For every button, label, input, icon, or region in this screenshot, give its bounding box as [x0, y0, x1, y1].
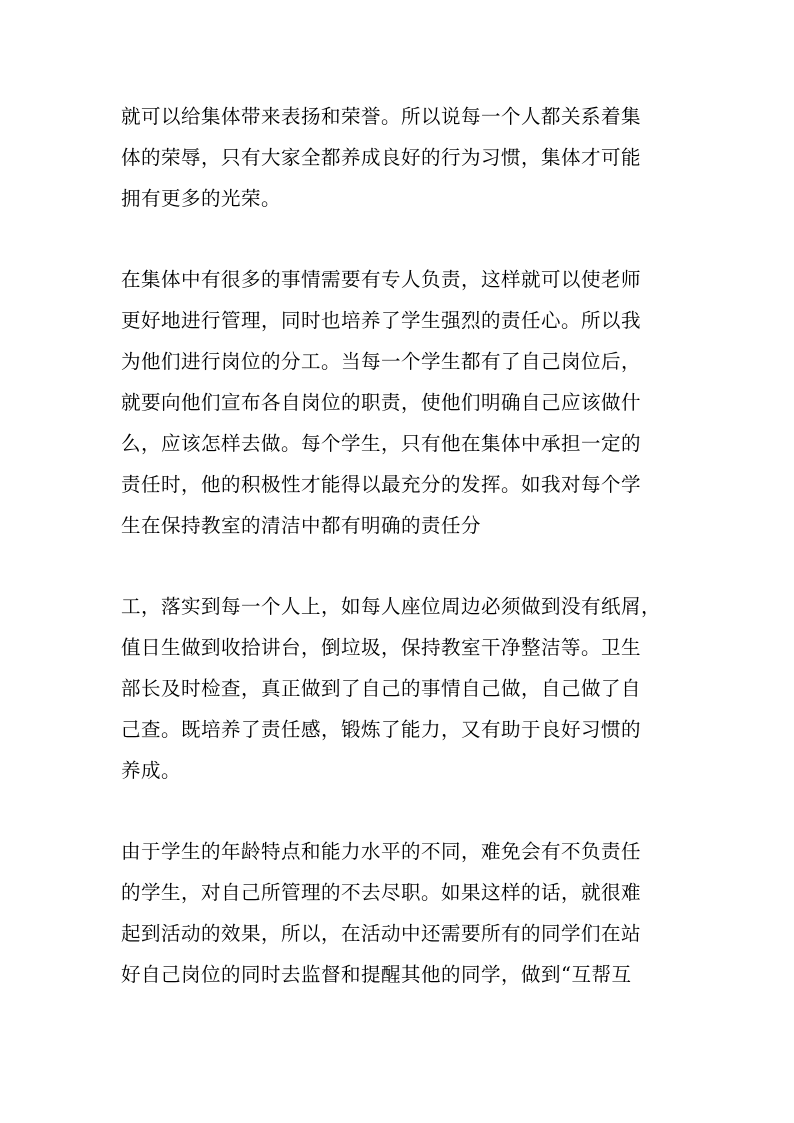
document-body: [121, 96, 677, 1035]
text-line: 在集体中有很多的事情需要有专人负责，这样就可以使老师: [121, 268, 642, 291]
text-line: 养成。: [121, 759, 182, 782]
text-line: 体的荣辱，只有大家全都养成良好的行为习惯，集体才可能: [121, 146, 642, 169]
text-line: 值日生做到收拾讲台，倒垃圾，保持教室干净整洁等。卫生: [121, 636, 642, 659]
text-line: 工，落实到每一个人上，如每人座位周边必须做到没有纸屑，: [121, 595, 662, 618]
text-line: 就可以给集体带来表扬和荣誉。所以说每一个人都关系着集: [121, 105, 642, 128]
text-line: 的学生，对自己所管理的不去尽职。如果这样的话，就很难: [121, 881, 642, 904]
text-line: 就要向他们宣布各自岗位的职责，使他们明确自己应该做什: [121, 391, 642, 414]
text-line: 由于学生的年龄特点和能力水平的不同，难免会有不负责任: [121, 840, 642, 863]
text-line: 生在保持教室的清洁中都有明确的责任分: [121, 514, 482, 537]
text-line: 责任时，他的积极性才能得以最充分的发挥。如我对每个学: [121, 473, 642, 496]
text-line: 更好地进行管理，同时也培养了学生强烈的责任心。所以我: [121, 309, 642, 332]
paragraph-2: [121, 259, 677, 546]
paragraph-1: [121, 96, 677, 219]
text-line: 为他们进行岗位的分工。当每一个学生都有了自己岗位后，: [121, 350, 642, 373]
paragraph-3: [121, 586, 677, 791]
text-line: 好自己岗位的同时去监督和提醒其他的同学，做到“互帮互: [121, 963, 632, 986]
text-line: 拥有更多的光荣。: [121, 187, 282, 210]
paragraph-4: [121, 831, 677, 995]
text-line: 部长及时检查，真正做到了自己的事情自己做，自己做了自: [121, 677, 642, 700]
text-line: 己查。既培养了责任感，锻炼了能力，又有助于良好习惯的: [121, 718, 642, 741]
text-line: 么，应该怎样去做。每个学生，只有他在集体中承担一定的: [121, 432, 642, 455]
text-line: 起到活动的效果，所以，在活动中还需要所有的同学们在站: [121, 922, 642, 945]
